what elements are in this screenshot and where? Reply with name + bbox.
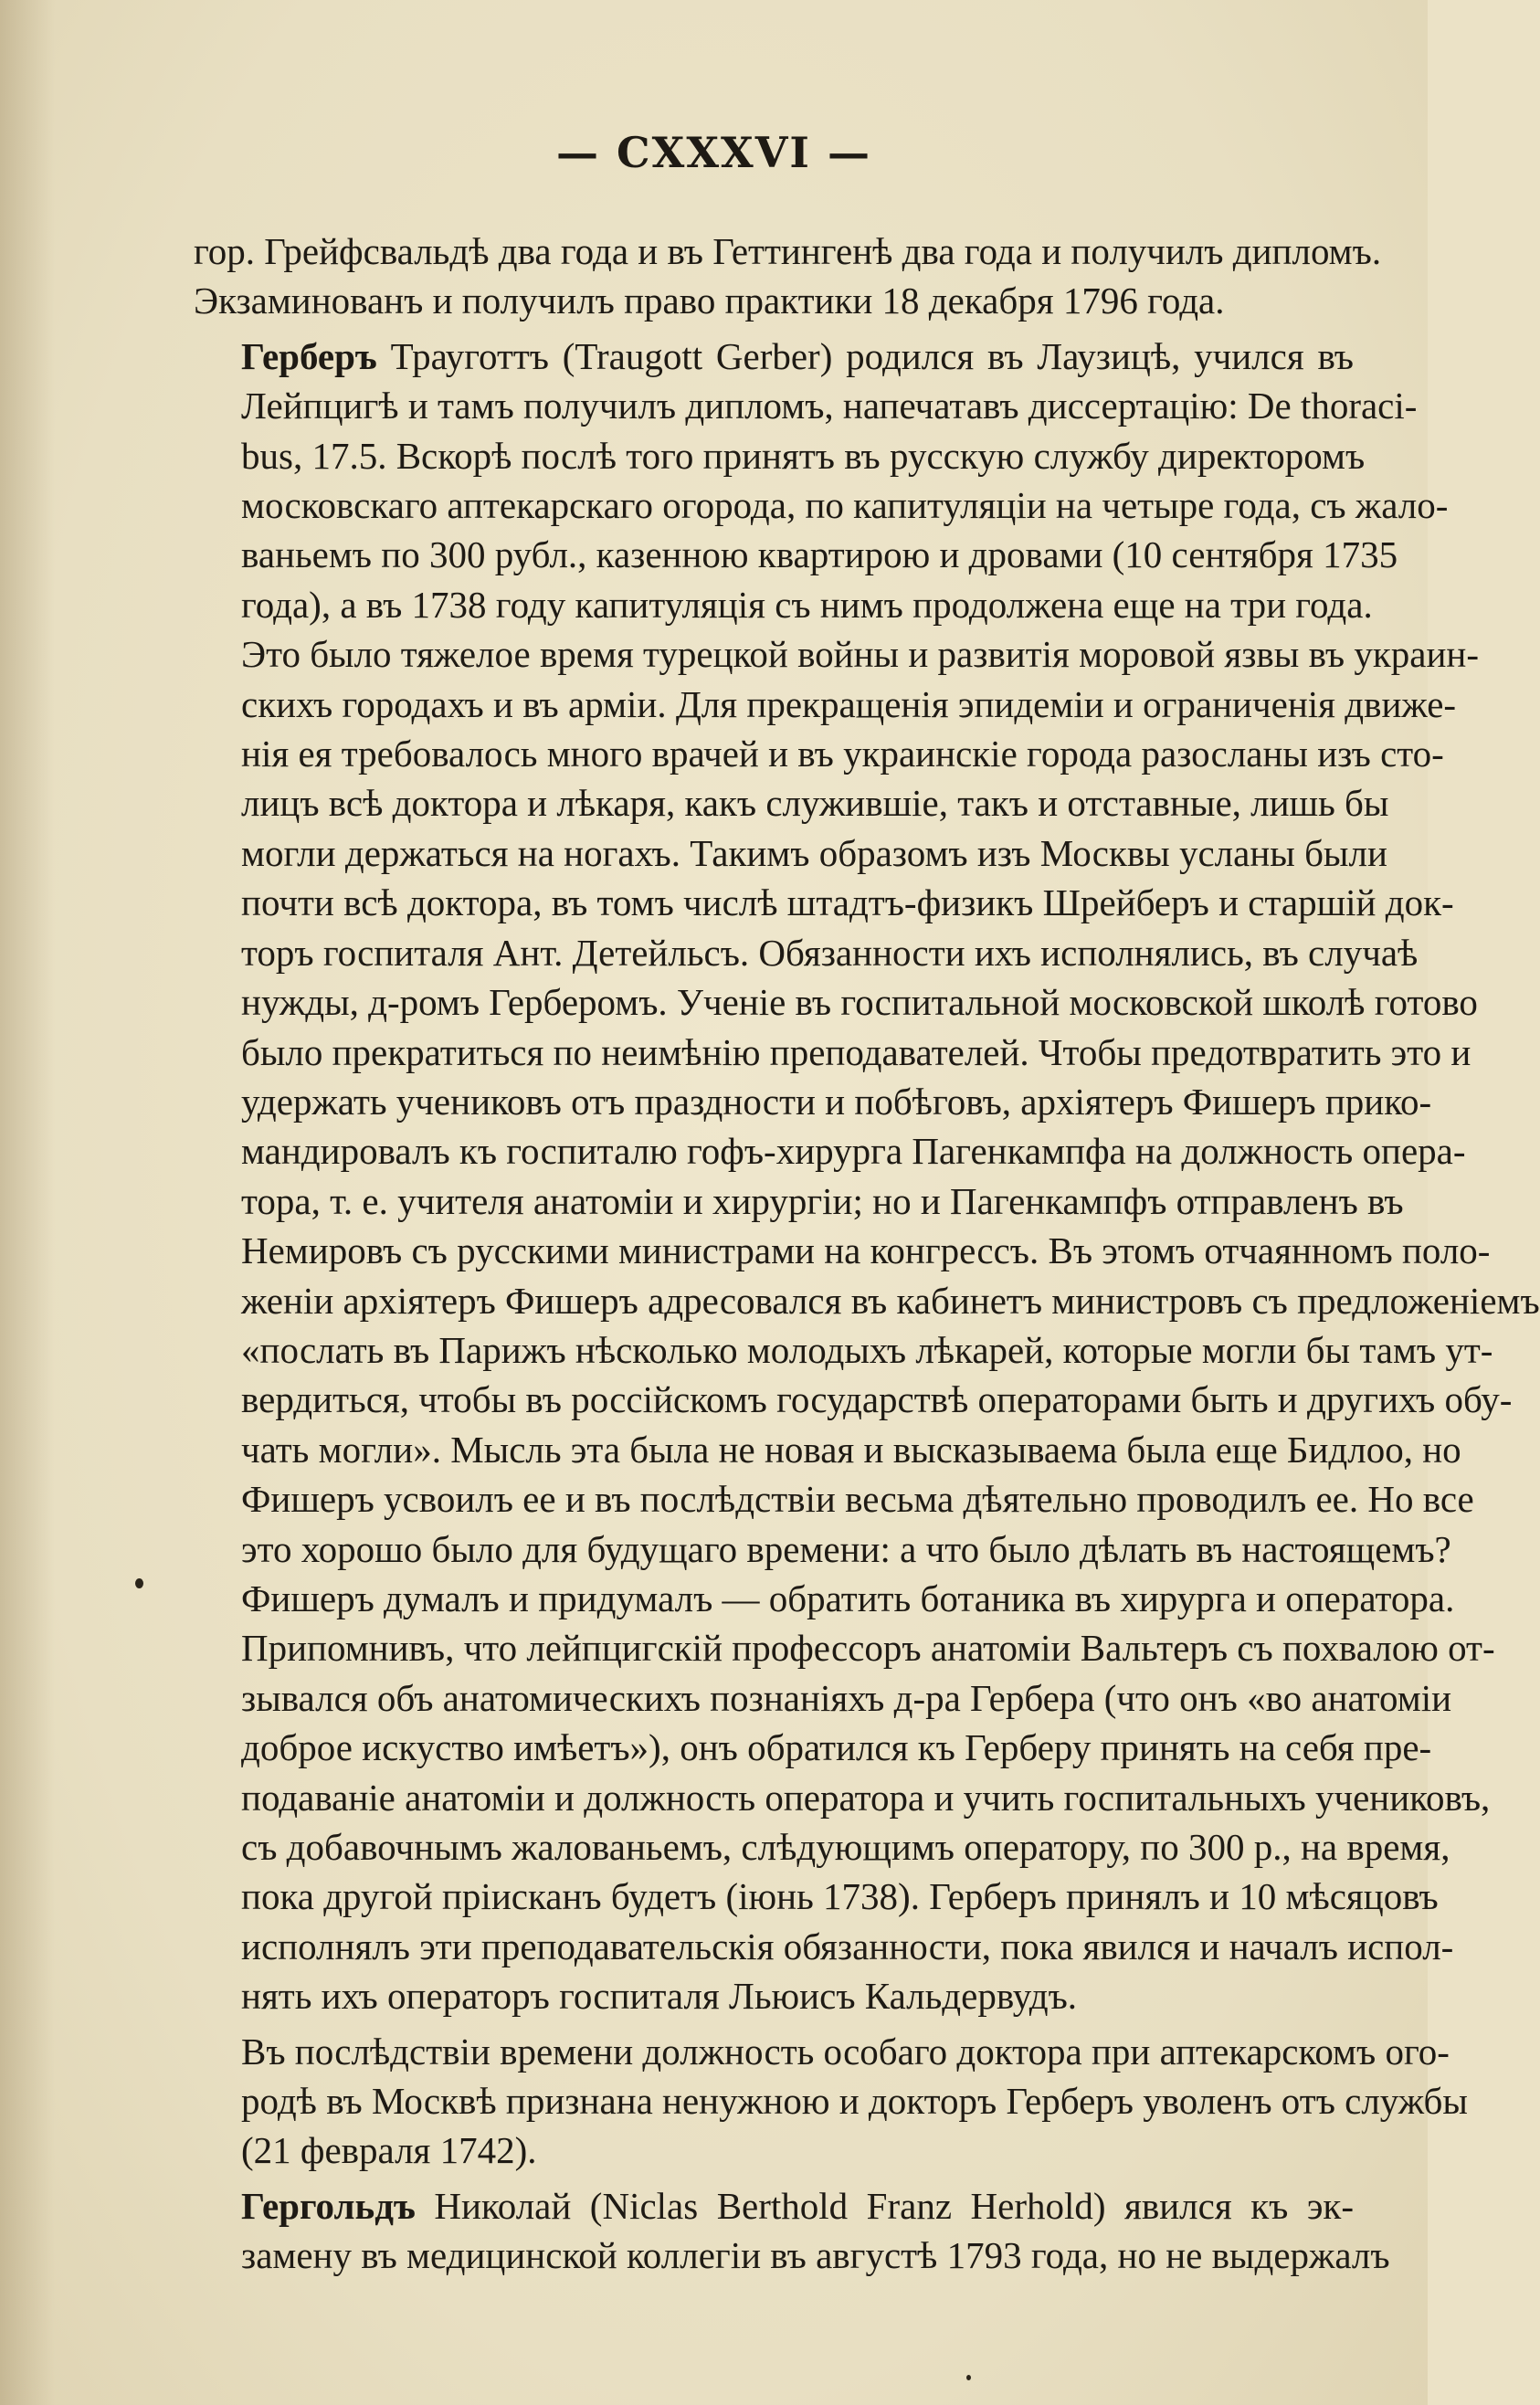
text-line: чать могли». Мысль эта была не новая и высказываема была еще Бидлоо, но bbox=[241, 1428, 1461, 1471]
text-line: могли держаться на ногахъ. Такимъ образомъ изъ Москвы усланы были bbox=[241, 831, 1387, 874]
text-line: было прекратиться по неимѣнію преподавателей. Чтобы предотвратить это и bbox=[241, 1030, 1471, 1073]
text-line: почти всѣ доктора, въ томъ числѣ штадтъ-физикъ Шрейберъ и старшій док- bbox=[241, 881, 1454, 924]
paragraph-1 bbox=[194, 227, 1382, 326]
text-line: нять ихъ операторъ госпиталя Льюисъ Кальдервудъ. bbox=[241, 1975, 1078, 2018]
entry-name: Герберъ bbox=[241, 334, 377, 377]
page-number-header: — CXXXVI — bbox=[556, 128, 871, 177]
text-line: скихъ городахъ и въ арміи. Для прекращенія эпидеміи и ограниченія движе- bbox=[241, 682, 1457, 725]
paragraph-2 bbox=[194, 332, 1540, 2021]
entry-name: Гергольдъ bbox=[241, 2184, 416, 2227]
paragraph-3 bbox=[194, 2027, 1468, 2176]
body-text bbox=[194, 227, 1540, 2286]
text-line: Это было тяжелое время турецкой войны и развитія моровой язвы въ украин- bbox=[241, 633, 1480, 676]
text-line: (21 февраля 1742). bbox=[241, 2129, 537, 2172]
text-line: доброе искуство имѣетъ»), онъ обратился къ Герберу принять на себя пре- bbox=[241, 1726, 1432, 1769]
text-line: Фишеръ думалъ и придумалъ — обратить ботаника въ хирурга и оператора. bbox=[241, 1577, 1455, 1619]
text-line: замену въ медицинской коллегіи въ августѣ 1793 года, но не выдержалъ bbox=[241, 2234, 1390, 2277]
text-line: Фишеръ усвоилъ ее и въ послѣдствіи весьма дѣятельно проводилъ ее. Но все bbox=[241, 1478, 1474, 1521]
text-line: ваньемъ по 300 рубл., казенною квартирою и дровами (10 сентября 1735 bbox=[241, 533, 1398, 576]
text-line: зывался объ анатомическихъ познаніяхъ д-ра Гербера (что онъ «во анатоміи bbox=[241, 1676, 1452, 1719]
text-line: Лейпцигѣ и тамъ получилъ дипломъ, напечатавъ диссертацію: De thoraci- bbox=[241, 385, 1418, 427]
text-line: Въ послѣдствіи времени должность особаго доктора при аптекарскомъ ого- bbox=[241, 2030, 1450, 2073]
text-line: года), а въ 1738 году капитуляція съ нимъ продолжена еще на три года. bbox=[241, 583, 1373, 626]
entry-text: Трауготтъ (Traugott Gerber) родился въ Лаузицѣ, учился въ bbox=[376, 334, 1354, 377]
text-line: Экзаминованъ и получилъ право практики 18 декабря 1796 года. bbox=[194, 280, 1225, 322]
text-line: женіи архіятеръ Фишеръ адресовался въ кабинетъ министровъ съ предложеніемъ bbox=[241, 1279, 1540, 1322]
paragraph-4 bbox=[194, 2181, 1390, 2281]
text-line: лицъ всѣ доктора и лѣкаря, какъ служившіе, такъ и отставные, лишь бы bbox=[241, 782, 1389, 825]
text-line: это хорошо было для будущаго времени: а что было дѣлать въ настоящемъ? bbox=[241, 1527, 1451, 1570]
spine-shadow bbox=[0, 0, 55, 2405]
text-line: родѣ въ Москвѣ признана ненужною и докторъ Герберъ уволенъ отъ службы bbox=[241, 2080, 1468, 2123]
text-line: съ добавочнымъ жалованьемъ, слѣдующимъ оператору, по 300 р., на время, bbox=[241, 1826, 1450, 1868]
text-line: нія ея требовалось много врачей и въ украинскіе города разосланы изъ сто- bbox=[241, 733, 1444, 775]
text-line: тора, т. е. учителя анатоміи и хирургіи; но и Пагенкампфъ отправленъ въ bbox=[241, 1179, 1404, 1222]
text-line: нужды, д-ромъ Герберомъ. Ученіе въ госпитальной московской школѣ готово bbox=[241, 981, 1478, 1024]
text-line bbox=[194, 332, 1354, 381]
text-line: московскаго аптекарскаго огорода, по капитуляціи на четыре года, съ жало- bbox=[241, 484, 1449, 527]
text-line: удержать учениковъ отъ праздности и побѣговъ, архіятеръ Фишеръ прико- bbox=[241, 1080, 1432, 1123]
text-line: bus, 17.5. Вскорѣ послѣ того принятъ въ русскую службу директоромъ bbox=[241, 434, 1366, 477]
entry-text: Николай (Niclas Berthold Franz Herhold) явился къ эк- bbox=[415, 2184, 1354, 2227]
text-line: мандировалъ къ госпиталю гофъ-хирурга Пагенкампфа на должность опера- bbox=[241, 1130, 1466, 1173]
text-line: вердиться, чтобы въ россійскомъ государствѣ операторами быть и другихъ обу- bbox=[241, 1378, 1513, 1421]
ink-speck bbox=[135, 1578, 143, 1588]
text-line bbox=[194, 2181, 1354, 2231]
text-line: подаваніе анатоміи и должность оператора и учить госпитальныхъ учениковъ, bbox=[241, 1776, 1491, 1819]
ink-speck bbox=[966, 2375, 971, 2380]
text-line: пока другой пріисканъ будетъ (іюнь 1738). Герберъ принялъ и 10 мѣсяцовъ bbox=[241, 1875, 1439, 1918]
text-line: исполнялъ эти преподавательскія обязанности, пока явился и началъ испол- bbox=[241, 1925, 1454, 1967]
text-line: торъ госпиталя Ант. Детейльсъ. Обязанности ихъ исполнялись, въ случаѣ bbox=[241, 931, 1419, 974]
text-line: гор. Грейфсвальдѣ два года и въ Геттингенѣ два года и получилъ дипломъ. bbox=[194, 230, 1382, 272]
text-line: Припомнивъ, что лейпцигскій профессоръ анатоміи Вальтеръ съ похвалою от- bbox=[241, 1627, 1495, 1670]
text-line: «послать въ Парижъ нѣсколько молодыхъ лѣкарей, которые могли бы тамъ ут- bbox=[241, 1328, 1493, 1371]
text-line: Немировъ съ русскими министрами на конгрессъ. Въ этомъ отчаянномъ поло- bbox=[241, 1229, 1491, 1272]
